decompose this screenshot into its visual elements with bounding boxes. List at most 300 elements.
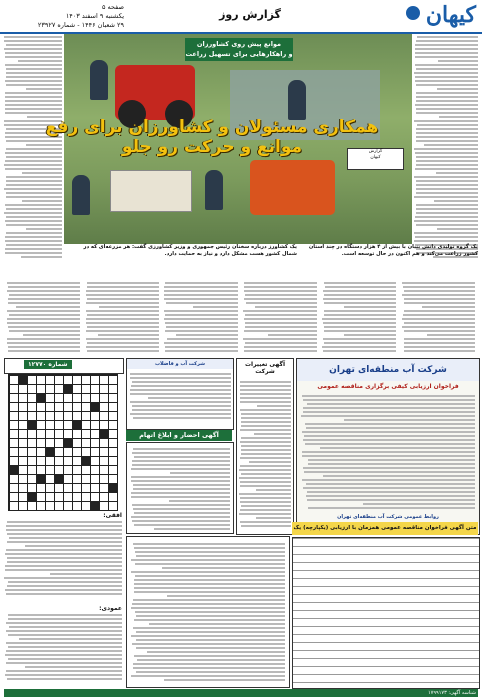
text-line — [268, 334, 317, 336]
text-line — [166, 302, 238, 304]
text-line — [323, 298, 396, 300]
text-line — [176, 334, 238, 336]
text-line — [22, 200, 62, 202]
text-line — [136, 631, 285, 633]
article-column — [243, 280, 317, 355]
text-line — [324, 294, 396, 296]
text-line — [363, 503, 475, 505]
text-line — [133, 543, 285, 545]
text-line — [6, 549, 122, 551]
farmer-figure — [288, 80, 306, 120]
text-line — [243, 338, 317, 340]
text-line — [436, 172, 478, 174]
crossword-black-cell — [63, 438, 72, 447]
text-line — [6, 192, 62, 194]
text-line — [193, 306, 238, 308]
text-line — [86, 290, 159, 292]
text-line — [7, 541, 122, 543]
text-line — [415, 152, 478, 154]
text-line — [240, 509, 291, 511]
text-line — [87, 342, 159, 344]
text-line — [4, 48, 62, 50]
text-line — [308, 463, 475, 465]
text-line — [404, 302, 475, 304]
text-line — [133, 484, 230, 486]
crossword-black-cell — [27, 492, 36, 501]
text-line — [415, 52, 478, 54]
text-line — [87, 286, 159, 288]
text-line — [415, 168, 478, 170]
text-line — [164, 294, 238, 296]
text-line — [415, 44, 478, 46]
text-line — [130, 389, 231, 391]
text-line — [303, 407, 475, 409]
text-line — [164, 342, 238, 344]
text-line — [322, 346, 396, 348]
text-line — [243, 310, 317, 312]
text-line — [132, 603, 285, 605]
text-line — [131, 496, 230, 498]
text-line — [134, 619, 285, 621]
text-line — [5, 56, 62, 58]
text-line — [404, 310, 475, 312]
text-line — [241, 425, 291, 427]
feature-headline: همکاری مسئولان و کشاورزان برای رفع موانع و حرکت رو جلو — [45, 117, 379, 157]
text-line — [6, 84, 62, 86]
ad-misc-notices — [126, 536, 290, 688]
text-line — [304, 471, 475, 473]
text-line — [86, 346, 159, 348]
text-line — [302, 455, 475, 457]
photo-caption — [347, 148, 404, 170]
text-line — [249, 461, 291, 463]
text-line — [240, 385, 291, 387]
rice-planter-machine — [110, 170, 192, 212]
text-line — [414, 72, 478, 74]
text-line — [164, 679, 285, 681]
text-line — [6, 44, 62, 46]
text-line — [134, 583, 285, 585]
caption-line-1: گزارش — [368, 149, 383, 154]
text-line — [135, 575, 285, 577]
ad-summons-table — [126, 442, 234, 534]
text-line — [402, 282, 475, 284]
text-line — [130, 413, 231, 415]
text-line — [23, 334, 80, 336]
text-line — [240, 393, 291, 395]
text-line — [8, 581, 122, 583]
text-line — [303, 439, 475, 441]
ad-company-title: شرکت آب و فاضلاب — [127, 359, 233, 369]
text-line — [132, 460, 230, 462]
text-line — [16, 306, 80, 308]
text-line — [4, 188, 62, 190]
text-line — [164, 286, 238, 288]
text-line — [308, 459, 476, 461]
text-line — [323, 290, 396, 292]
text-line — [241, 505, 291, 507]
text-line — [6, 216, 62, 218]
text-line — [241, 473, 291, 475]
text-line — [8, 618, 122, 620]
text-line — [134, 579, 285, 581]
text-line — [6, 176, 62, 178]
text-line — [324, 314, 396, 316]
water-notice-body — [301, 393, 475, 511]
text-line — [245, 294, 317, 296]
text-line — [131, 559, 285, 561]
kicker-line-1: موانع پیش روی کشاورزان — [196, 40, 282, 48]
crossword-black-cell — [45, 447, 54, 456]
combine-harvester — [250, 160, 335, 215]
text-line — [130, 401, 231, 403]
issue-meta — [4, 3, 124, 30]
text-line — [9, 314, 80, 316]
text-line — [438, 60, 478, 62]
text-line — [6, 184, 62, 186]
text-line — [149, 623, 285, 625]
article-column — [322, 280, 396, 355]
text-line — [6, 525, 122, 527]
text-line — [6, 244, 62, 246]
text-line — [415, 64, 479, 66]
article-column — [401, 280, 475, 355]
text-line — [244, 330, 317, 332]
text-line — [325, 286, 396, 288]
text-line — [5, 240, 62, 242]
text-line — [416, 204, 478, 206]
text-line — [241, 453, 291, 455]
text-line — [132, 520, 230, 522]
text-line — [5, 104, 62, 106]
crossword-black-cell — [72, 420, 81, 429]
text-line — [402, 318, 475, 320]
text-line — [307, 403, 475, 405]
text-line — [416, 212, 478, 214]
text-line — [5, 553, 122, 555]
text-line — [240, 497, 291, 499]
article-columns — [6, 280, 478, 355]
text-line — [324, 310, 396, 312]
text-line — [9, 330, 81, 332]
text-line — [6, 593, 122, 595]
ad-changes-notice — [236, 358, 294, 535]
text-line — [4, 164, 62, 166]
text-line — [344, 306, 396, 308]
text-line — [241, 445, 291, 447]
ad-company-notice — [126, 358, 234, 430]
text-line — [404, 338, 475, 340]
text-line — [154, 528, 230, 530]
text-line — [416, 100, 478, 102]
text-line — [416, 156, 478, 158]
text-line — [86, 302, 159, 304]
text-line — [6, 208, 62, 210]
text-line — [9, 537, 122, 539]
water-ad-footer: روابط عمومی شرکت آب منطقه‌ای تهران — [337, 514, 439, 520]
text-line — [26, 88, 62, 90]
article-column — [6, 280, 80, 355]
text-line — [134, 587, 285, 589]
text-line — [324, 330, 396, 332]
text-line — [416, 184, 478, 186]
text-line — [9, 626, 122, 628]
text-line — [240, 465, 291, 467]
text-line — [404, 298, 475, 300]
crossword-black-cell — [36, 393, 45, 402]
text-line — [21, 256, 62, 258]
text-line — [25, 545, 122, 547]
text-line — [414, 176, 478, 178]
text-line — [132, 381, 231, 383]
text-line — [166, 326, 238, 328]
text-line — [25, 666, 122, 668]
text-line — [5, 220, 62, 222]
crossword-black-cell — [18, 375, 27, 384]
text-line — [240, 409, 291, 411]
text-line — [99, 306, 159, 308]
text-line — [304, 435, 475, 437]
text-line — [414, 220, 478, 222]
text-line — [4, 40, 62, 42]
text-line — [240, 481, 291, 483]
text-line — [415, 104, 479, 106]
text-line — [131, 571, 285, 573]
text-line — [133, 667, 285, 669]
text-line — [427, 334, 475, 336]
text-line — [134, 655, 285, 657]
text-line — [5, 96, 62, 98]
text-line — [87, 350, 159, 352]
feature-kicker — [185, 38, 293, 61]
text-line — [254, 433, 291, 435]
kicker-line-2: و راهکارهایی برای تسهیل زراعت — [185, 50, 293, 58]
text-line — [241, 417, 291, 419]
text-line — [414, 196, 478, 198]
text-line — [403, 286, 475, 288]
text-line — [437, 88, 478, 90]
text-line — [416, 108, 478, 110]
crossword-clues-vertical — [4, 605, 122, 687]
right-text-column — [414, 34, 478, 259]
text-line — [416, 164, 478, 166]
text-line — [5, 100, 62, 102]
text-line — [240, 521, 291, 523]
text-line — [5, 674, 122, 676]
text-line — [134, 547, 286, 549]
crossword-black-cell — [90, 402, 99, 411]
text-line — [416, 84, 478, 86]
text-line — [434, 200, 478, 202]
text-line — [135, 551, 285, 553]
ad-misc-body — [131, 541, 285, 681]
text-line — [416, 92, 478, 94]
crossword-black-cell — [63, 384, 72, 393]
text-line — [130, 393, 231, 395]
section-title: گزارش روز — [219, 8, 281, 21]
page-number: صفحه ۵ — [101, 3, 124, 11]
text-line — [416, 180, 478, 182]
text-line — [131, 480, 230, 482]
text-line — [245, 314, 317, 316]
text-line — [416, 112, 478, 114]
text-line — [256, 489, 291, 491]
text-line — [240, 401, 291, 403]
tender-title: متن آگهی فراخوان مناقصه عمومی همزمان با ارزیابی (یکپارچه) یک — [293, 525, 477, 531]
text-line — [132, 409, 231, 411]
text-line — [7, 318, 80, 320]
text-line — [147, 651, 285, 653]
text-line — [131, 492, 230, 494]
text-line — [416, 140, 478, 142]
text-line — [9, 294, 80, 296]
text-line — [6, 232, 62, 234]
text-line — [6, 529, 122, 531]
text-line — [7, 585, 122, 587]
text-line — [415, 216, 478, 218]
vertical-heading: عمودی: — [99, 605, 122, 612]
text-line — [5, 565, 122, 567]
text-line — [131, 476, 230, 478]
text-line — [416, 68, 478, 70]
text-line — [18, 60, 62, 62]
text-line — [245, 326, 317, 328]
text-line — [167, 338, 238, 340]
text-line — [132, 452, 230, 454]
text-line — [5, 80, 62, 82]
text-line — [134, 591, 285, 593]
text-line — [239, 493, 291, 495]
text-line — [307, 499, 475, 501]
text-line — [8, 658, 122, 660]
article-column — [164, 280, 238, 355]
text-line — [6, 180, 62, 182]
crossword-number: شماره ۱۲۷۷۰ — [24, 360, 72, 369]
text-line — [324, 302, 396, 304]
text-line — [324, 342, 396, 344]
text-line — [4, 212, 62, 214]
text-line — [135, 611, 285, 613]
text-line — [417, 124, 478, 126]
text-line — [5, 160, 62, 162]
crossword-black-cell — [27, 420, 36, 429]
text-line — [323, 338, 396, 340]
text-line — [301, 415, 475, 417]
text-line — [169, 500, 230, 502]
ad-water-company — [296, 358, 480, 535]
text-line — [302, 395, 475, 397]
text-line — [4, 577, 122, 579]
text-line — [303, 487, 475, 489]
text-line — [148, 397, 231, 399]
text-line — [130, 377, 231, 379]
text-line — [86, 294, 159, 296]
text-line — [165, 314, 238, 316]
text-line — [303, 467, 475, 469]
crossword-grid[interactable] — [8, 374, 118, 511]
lead-paragraph-left: یک کشاورز درباره سخنان رئیس جمهوری و وزیر کشاورزی گفت: هر مزرعه‌ای که در شمال کشور هست مشکل دارد و نیاز به حمایت دارد. — [83, 244, 297, 257]
text-line — [320, 447, 475, 449]
crossword-black-cell — [36, 474, 45, 483]
text-line — [8, 350, 80, 352]
text-line — [414, 240, 478, 242]
text-line — [132, 504, 230, 506]
text-line — [322, 318, 396, 320]
text-line — [5, 168, 62, 170]
ad-changes-body — [239, 379, 291, 529]
text-line — [86, 322, 159, 324]
text-line — [6, 662, 122, 664]
caption-line-2: کیهان — [370, 155, 381, 160]
crossword-black-cell — [99, 429, 108, 438]
text-line — [240, 381, 291, 383]
text-line — [131, 385, 231, 387]
text-line — [323, 350, 396, 352]
crossword-black-cell — [90, 501, 99, 510]
text-line — [133, 448, 230, 450]
text-line — [165, 350, 238, 352]
text-line — [306, 483, 475, 485]
text-line — [167, 595, 285, 597]
text-line — [6, 76, 62, 78]
text-line — [308, 507, 475, 509]
text-line — [134, 512, 230, 514]
text-line — [133, 488, 230, 490]
text-line — [133, 627, 285, 629]
crossword-clues-horizontal — [4, 512, 122, 602]
farmer-figure — [72, 175, 90, 215]
text-line — [416, 192, 478, 194]
text-line — [50, 573, 122, 575]
newspaper-logo: کیهان — [425, 2, 476, 28]
text-line — [240, 457, 291, 459]
text-line — [8, 646, 122, 648]
date-line-1: یکشنبه ۹ اسفند ۱۴۰۳ — [65, 12, 124, 20]
text-line — [133, 599, 285, 601]
text-line — [5, 654, 122, 656]
text-line — [165, 322, 238, 324]
text-line — [137, 659, 285, 661]
text-line — [6, 642, 122, 644]
text-line — [415, 236, 478, 238]
text-line — [244, 290, 317, 292]
text-line — [7, 322, 80, 324]
text-line — [240, 485, 291, 487]
crossword-black-cell — [81, 456, 90, 465]
text-line — [8, 302, 80, 304]
tender-table — [292, 537, 480, 689]
text-line — [132, 643, 285, 645]
text-line — [307, 491, 475, 493]
text-line — [7, 290, 80, 292]
text-line — [305, 443, 475, 445]
text-line — [6, 72, 62, 74]
text-line — [164, 290, 238, 292]
text-line — [404, 350, 475, 352]
text-line — [241, 421, 292, 423]
text-line — [5, 52, 62, 54]
text-line — [240, 441, 291, 443]
water-company-name: شرکت آب منطقه‌ای تهران — [297, 359, 479, 381]
ad-summons-body — [130, 446, 230, 530]
text-line — [244, 282, 317, 284]
text-line — [136, 555, 285, 557]
text-line — [8, 346, 80, 348]
text-line — [415, 56, 478, 58]
text-line — [5, 569, 122, 571]
vertical-clues — [4, 612, 122, 682]
text-line — [416, 132, 478, 134]
